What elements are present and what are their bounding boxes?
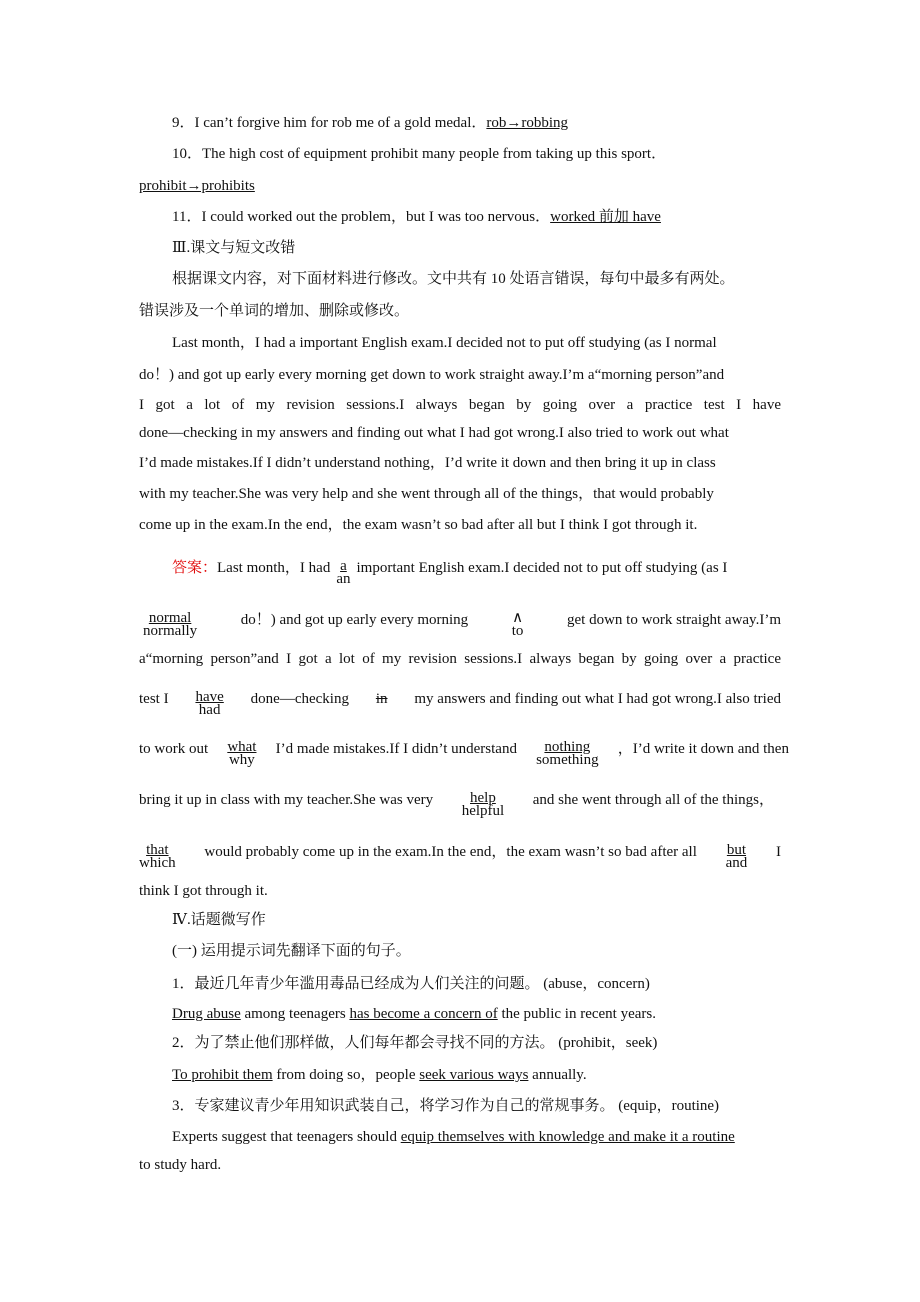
answer-text: bring it up in class with my teacher.She was very [139,792,434,808]
wrong-word: what [227,739,257,755]
passage-line: with my teacher.She was very help and she went through all of the things，that would probably [139,486,714,502]
fixed-word: why [228,752,255,768]
fixed-word: had [198,702,221,718]
answer-line [172,559,781,585]
deleted-word: in [375,691,388,707]
answer-text: the public in recent years. [497,1006,656,1022]
answer-text: important English exam.I decided not to put off studying (as I [356,560,728,576]
answer-3 [172,1128,781,1146]
answer-text: would probably come up in the exam.In the end，the exam wasn’t so bad after all [204,844,697,860]
fixed-word: which [139,855,176,871]
answer-text: among teenagers [240,1006,350,1022]
answer-text: annually. [528,1067,587,1083]
answer-text: and she went through all of the things， [532,792,774,808]
wrong-word: nothing [544,739,591,755]
insert-mark: ∧ [512,610,524,626]
answer-text: test I [139,691,169,707]
wrong-word: that [146,842,169,858]
passage-line: I’d made mistakes.If I didn’t understand nothing，I’d write it down and then bring it up in class [139,455,716,471]
wrong-word: but [726,842,747,858]
answer-text: to work out [139,741,209,757]
correction [726,843,748,869]
question-text: 11．I could worked out the problem，but I was too nervous． [172,209,551,225]
section-3-title: Ⅲ.课文与短文改错 [172,240,296,256]
question-2: 2．为了禁止他们那样做，人们每年都会寻找不同的方法。 (prohibit，seek) [172,1035,658,1051]
item-11 [172,208,781,226]
fixed-word: helpful [461,803,505,819]
correction [512,611,524,637]
section-4-title: Ⅳ.话题微写作 [172,912,266,928]
answer-text: Last month，I had [217,560,331,576]
answer-key: seek various ways [419,1067,529,1083]
answer-key: equip themselves with knowledge and make it a routine [400,1129,735,1145]
answer-text: do！) and got up early every morning [240,612,469,628]
passage-line [139,366,781,384]
wrong-word: a [340,558,347,574]
question-3: 3．专家建议青少年用知识武装自己，将学习作为自己的常规事务。 (equip，routine) [172,1098,720,1114]
answer-3-continued: to study hard. [139,1157,222,1173]
answer-text: worked 前加 have [550,209,661,225]
wrong-word: have [195,689,224,705]
answer-line [139,791,774,817]
answer-key: To prohibit them [172,1067,273,1083]
answer-line [139,690,781,716]
correction [462,791,505,817]
question-text: 9．I can’t forgive him for rob me of a gold medal． [172,115,487,131]
item-9 [172,114,781,132]
fixed-word: and [725,855,748,871]
answer-text: done—checking [250,691,349,707]
correction [139,843,176,869]
answer-line: a“morning person”and I got a lot of my revision sessions.I always began by going over a practice [139,651,781,667]
passage-line: I got a lot of my revision sessions.I always began by going over a practice test I have [139,397,781,413]
passage-text: do！) and got up early every morning get down to work straight away.I’m a“morning person”and [139,367,725,383]
passage-line: done—checking in my answers and finding out what I had got wrong.I also tried to work out what [139,425,729,441]
answer-2 [172,1066,781,1084]
answer-text: get down to work straight away.I’m [567,612,781,628]
fixed-word: normally [143,623,198,639]
passage-line [172,334,781,352]
answer-text: from doing so，people [272,1067,420,1083]
wrong-word: normal [148,610,192,626]
instructions-1: 根据课文内容，对下面材料进行修改。文中共有 10 处语言错误，每句中最多有两处。 [172,271,735,287]
answer-text: rob→robbing [486,115,569,131]
answer-1 [172,1005,781,1023]
answer-text: Experts suggest that teenagers should [172,1129,401,1145]
question-1: 1．最近几年青少年滥用毒品已经成为人们关注的问题。 (abuse，concern) [172,976,650,992]
answer-key: Drug abuse [172,1006,241,1022]
answer-text: my answers and finding out what I had got wrong.I also tried [414,691,781,707]
fixed-word: something [536,752,599,768]
passage-line: come up in the exam.In the end，the exam wasn’t so bad after all but I think I got through it. [139,517,698,533]
answer-key: has become a concern of [349,1006,498,1022]
answer-line: think I got through it. [139,883,268,899]
fixed-word: to [511,623,524,639]
correction [195,690,223,716]
fixed-word: an [336,571,351,587]
item-10-answer: prohibit→prohibits [139,178,255,194]
answer-text: I [776,844,781,860]
correction [227,740,256,766]
correction [336,559,350,585]
correction [536,740,599,766]
instructions-2: 错误涉及一个单词的增加、删除或修改。 [139,303,410,319]
answer-line [139,843,781,869]
passage-text: Last month，I had a important English exam.I decided not to put off studying (as I normal [172,335,717,351]
answer-line [139,740,789,766]
answer-line [139,611,781,637]
correction [143,611,197,637]
answer-label: 答案： [172,560,218,576]
section-4-subtitle: (一) 运用提示词先翻译下面的句子。 [172,943,411,959]
answer-text: ，I’d write it down and then [617,741,789,757]
answer-text: I’d made mistakes.If I didn’t understand [275,741,517,757]
item-10: 10．The high cost of equipment prohibit many people from taking up this sport． [172,146,667,162]
wrong-word: help [470,790,496,806]
